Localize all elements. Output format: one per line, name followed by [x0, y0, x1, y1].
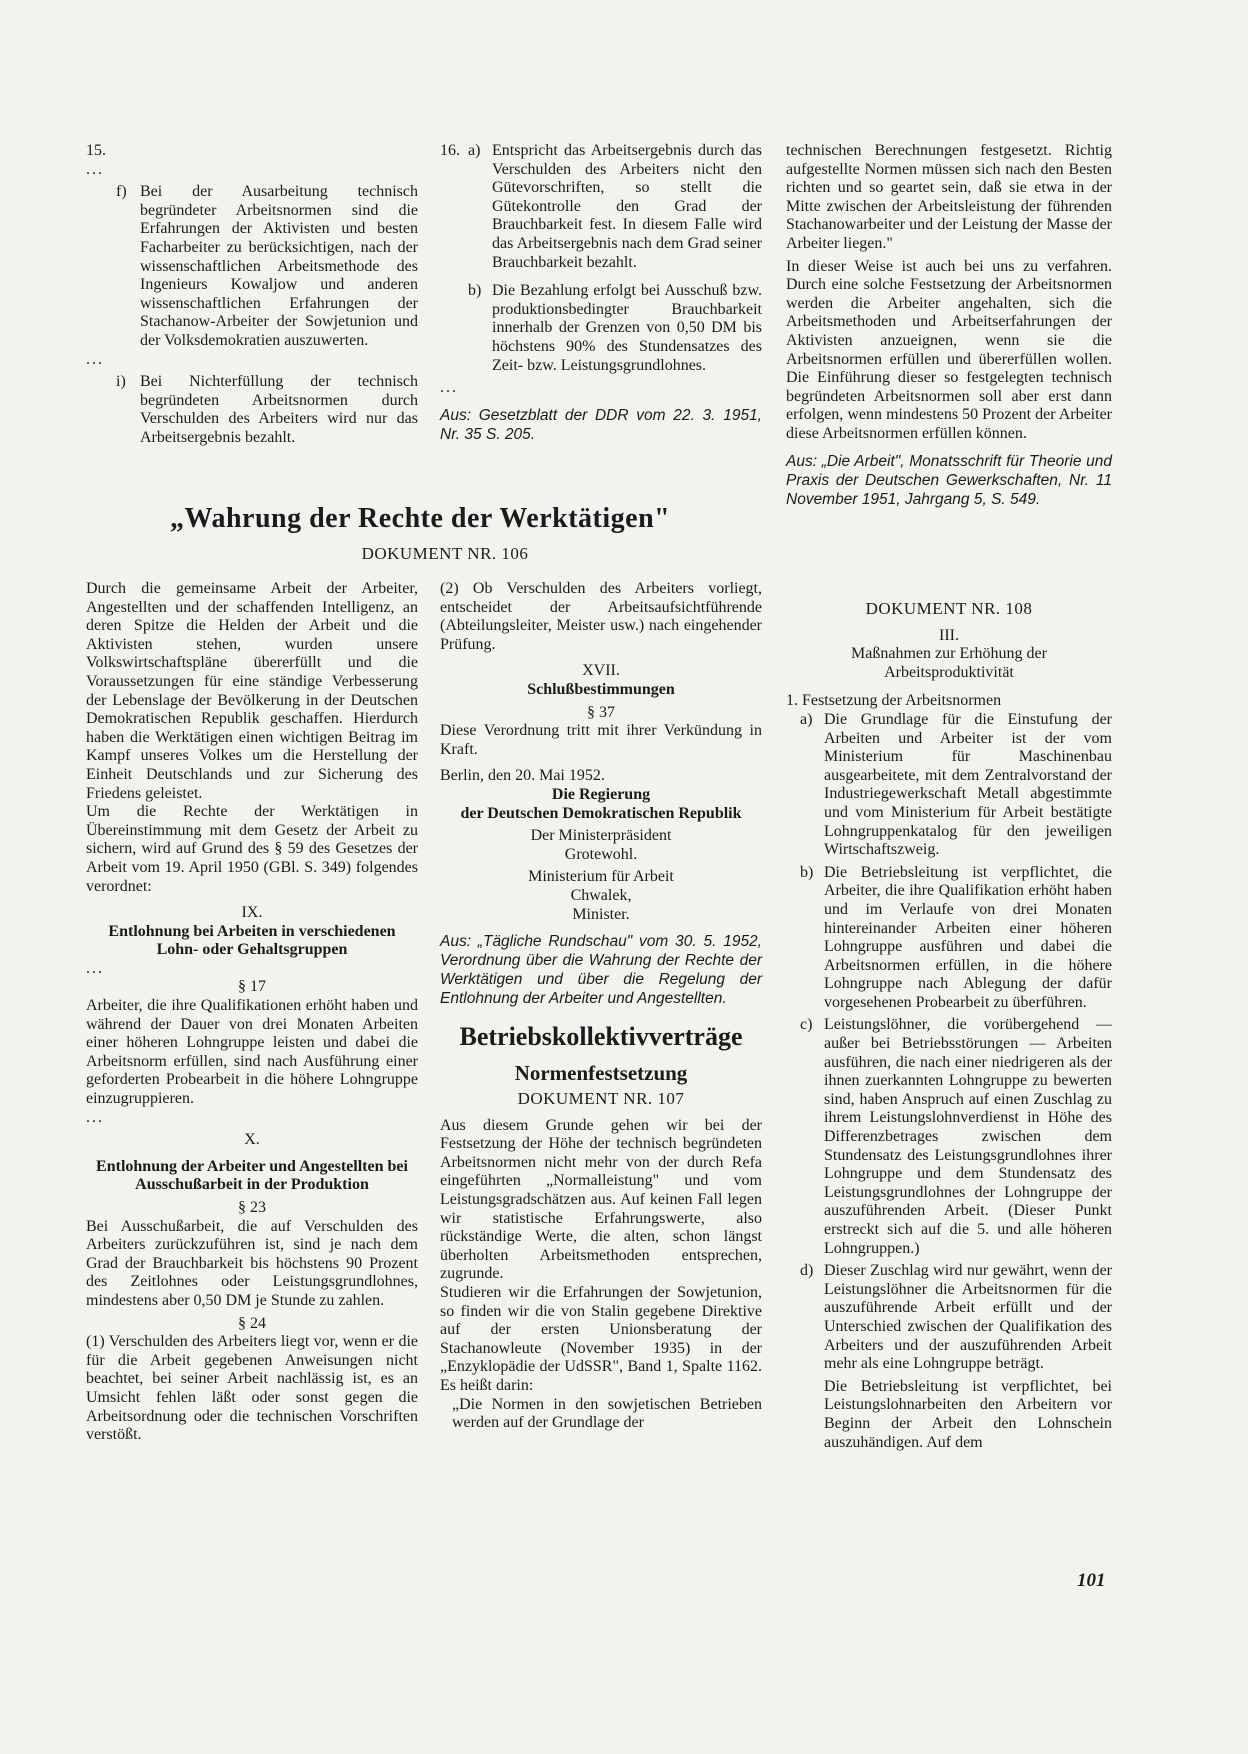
document-number: DOKUMENT NR. 108: [865, 599, 1033, 618]
heading-normenfestsetzung: Normenfestsetzung: [514, 1061, 688, 1086]
signature: Minister.: [572, 905, 630, 923]
item-text: Bei der Ausarbeitung technisch begründeter Arbeitsnormen sind die Erfahrungen der Aktivisten und besten Facharbeiter zu berücksichtigen, nach der wissenschaftlichen Arbeitsmethode des Ingenieurs Kowaljow und anderen wissenschaftlichen Erfahrungen der Stachanow-Arbeiter der Sowjetunion und der Volksdemokratien auszuwerten.: [140, 183, 418, 349]
item-16a: [440, 142, 762, 272]
date-line: Berlin, den 20. Mai 1952.: [440, 767, 605, 785]
item-text: Dieser Zuschlag wird nur gewährt, wenn der Leistungslöhner die Arbeitsnormen für die auszuführende Arbeit erfüllt und der Unterschied zwischen der Qualifikation des Arbeiters und der auszuführenden Arbeit mehr als eine Lohngruppe beträgt.: [824, 1262, 1112, 1373]
paragraph: Diese Verordnung tritt mit ihrer Verkündung in Kraft.: [440, 722, 762, 758]
paragraph-number: § 23: [238, 1199, 266, 1216]
document-number: DOKUMENT NR. 106: [361, 544, 529, 563]
source-citation: Aus: Gesetzblatt der DDR vom 22. 3. 1951, Nr. 35 S. 205.: [440, 406, 762, 443]
section-number: III.: [939, 626, 959, 644]
section-number: XVII.: [582, 662, 620, 680]
signature: Grotewohl.: [564, 845, 638, 863]
item-text: Die Grundlage für die Einstufung der Arbeiten und Arbeiter ist der vom Ministerium für Maschinenbau ausgearbeitete, mit dem Zentralvorstand der Industriegewerkschaft Metall abgestimmte und vom Ministerium für Arbeit bestätigte Lohngruppenkatalog für den jeweiligen Wirtschaftszweig.: [824, 710, 1112, 859]
item-label: f): [116, 183, 127, 201]
paragraph: Die Betriebsleitung ist verpflichtet, bei Leistungslohnarbeiten den Arbeitern vor Beginn der Arbeit den Lohnschein auszuhändigen. Auf dem: [824, 1377, 1112, 1451]
item-16b: [440, 282, 762, 375]
paragraph: „Die Normen in den sowjetischen Betrieben werden auf der Grundlage der: [452, 1395, 762, 1432]
heading-betriebskollektivvertraege: Betriebskollektivverträge: [459, 1022, 743, 1052]
item-text: Die Betriebsleitung ist verpflichtet, die Arbeiter, die ihre Qualifikation erhöht haben und im Verlaufe von drei Monaten hintereinander Arbeiten einer höheren Lohngruppe ausführen und dabei die Arbeitsnormen erfüllen, in die höhere Lohngruppe nach Ablegung der dafür vorgesehenen Probearbeit zu überführen.: [824, 863, 1112, 1011]
item-label: b): [468, 282, 482, 300]
lower-middle-column: [440, 580, 762, 1433]
item-label: c): [800, 1016, 813, 1034]
item-text: Entspricht das Arbeitsergebnis durch das Verschulden des Arbeiters nicht den Gütevorschriften, so stellt die Gütekontrolle den Grad der Brauchbarkeit fest. In diesem Falle wird das Arbeitsergebnis nach dem Grad seiner Brauchbarkeit bezahlt.: [492, 142, 762, 271]
paragraph: Arbeiter, die ihre Qualifikationen erhöht haben und während der Dauer von drei Monaten Arbeiten einer höheren Lohngruppe leisten und dabei die Arbeitsnorm erfüllen, sind nach Ausführung einer geforderten Probearbeit in die höhere Lohngruppe einzugruppieren.: [86, 997, 418, 1108]
ellipsis: ...: [440, 379, 458, 397]
paragraph-number: § 17: [238, 978, 266, 996]
paragraph: technischen Berechnungen festgesetzt. Richtig aufgestellte Normen müssen sich nach den Besten richten und so geartet sein, daß sie etwa in der Mitte zwischen der Arbeitsleistung der führenden Stachanowarbeiter und der Leistung der Masse der Arbeiter liegen.": [786, 142, 1112, 252]
item-label: d): [800, 1262, 814, 1280]
item-d: [786, 1262, 1112, 1374]
paragraph: (1) Verschulden des Arbeiters liegt vor, wenn er die für die Arbeit gegebenen Anweisungen nicht beachtet, bei seiner Arbeit nachlässig ist, es an Umsicht fehlen läßt oder sonst gegen die Arbeitsordnung oder die technischen Vorschriften verstößt.: [86, 1333, 418, 1444]
paragraph: Aus diesem Grunde gehen wir bei der Festsetzung der Höhe der technisch begründeten Arbeitsnormen nicht mehr von der durch Refa eingeführten „Normalleistung" und vom Leistungsgradschätzen aus. Auf keinen Fall legen wir statistische Erfahrungswerte, also rückständige Werte, die alten, schon längst überholten Arbeitsmethoden entsprechen, zugrunde.: [440, 1116, 762, 1283]
item-a: [786, 711, 1112, 860]
section-heading: Entlohnung bei Arbeiten in verschiedenen Lohn- oder Gehaltsgruppen: [108, 922, 396, 959]
item-text: Bei Nichterfüllung der technisch begründeten Arbeitsnormen durch Verschulden des Arbeiters wird nur das Arbeitsergebnis bezahlt.: [140, 373, 418, 446]
paragraph: Studieren wir die Erfahrungen der Sowjetunion, so finden wir die von Stalin gegebene Direktive auf der ersten Unionsberatung der Stachanowleute (November 1935) in der „Enzyklopädie der UdSSR", Band 1, Spalte 1162. Es heißt darin:: [440, 1284, 762, 1394]
list-heading: 1. Festsetzung der Arbeitsnormen: [786, 692, 1002, 710]
ellipsis: ...: [86, 959, 104, 977]
item-c: [786, 1016, 1112, 1258]
document-number: DOKUMENT NR. 107: [517, 1089, 685, 1109]
section-heading: Maßnahmen zur Erhöhung der Arbeitsproduktivität: [851, 645, 1047, 681]
item-i: [86, 373, 418, 447]
source-citation: Aus: „Die Arbeit", Monatsschrift für Theorie und Praxis der Deutschen Gewerkschaften, Nr. 11 November 1951, Jahrgang 5, S. 549.: [786, 452, 1112, 508]
item-text: Die Bezahlung erfolgt bei Ausschuß bzw. produktionsbedingter Brauchbarkeit innerhalb der Grenzen von 0,50 DM bis höchstens 90% des Stundensatzes des Zeit- bzw. Leistungsgrundlohnes.: [492, 282, 762, 374]
item-f: [86, 183, 418, 350]
paragraph: In dieser Weise ist auch bei uns zu verfahren. Durch eine solche Festsetzung der Arbeitsnormen werden die Arbeiter angehalten, sich die Arbeitsmethoden und Arbeitserfahrungen der Aktivisten anzueignen, wenn sie die Arbeitsnormen erfüllen und übererfüllen wollen. Die Einführung dieser so festgelegten technisch begründeten Arbeitsnormen soll aber erst dann erfolgen, wenn mindestens 50 Prozent der Arbeiter diese Arbeitsnormen erfüllen können.: [786, 257, 1112, 442]
item-label: a): [468, 142, 481, 159]
item-label: a): [800, 710, 813, 728]
signature-org: der Deutschen Demokratischen Republik: [460, 804, 742, 822]
lower-left-column: [86, 580, 418, 1445]
paragraph-number: § 24: [238, 1314, 266, 1332]
top-middle-column: [440, 142, 762, 444]
source-citation: Aus: „Tägliche Rundschau" vom 30. 5. 1952, Verordnung über die Wahrung der Rechte der Werktätigen und über die Regelung der Entlohnung der Arbeiter und Angestellten.: [440, 933, 762, 1008]
paragraph: Bei Ausschußarbeit, die auf Verschulden des Arbeiters zurückzuführen ist, sind je nach dem Grad der Brauchbarkeit bis höchstens 90 Prozent des Zeitlohnes oder Leistungsgrundlohnes, mindestens aber 0,50 DM je Stunde zu zahlen.: [86, 1217, 418, 1309]
item-text: Leistungslöhner, die vorübergehend — außer bei Betriebsstörungen — Arbeiten ausführen, die nach einer niedrigeren als der ihnen zuerkannten Lohngruppe zu bewerten sind, haben Anspruch auf einen Zuschlag zu ihrem Leistungslohnverdienst in Höhe des Differenzbetrages zwischen dem Stundensatz des Leistungsgrundlohnes ihrer Lohngruppe und dem Stundensatz des Leistungsgrundlohnes der Lohngruppe der auszuführenden Arbeit. (Dieser Punkt erstreckt sich auf die 5. und alle höheren Lohngruppen.): [824, 1016, 1112, 1257]
item-b: [786, 864, 1112, 1013]
paragraph-number: § 37: [587, 703, 615, 721]
section-heading: Schlußbestimmungen: [527, 680, 675, 698]
lower-right-column: [786, 600, 1112, 1452]
signature: Der Ministerpräsident: [530, 827, 672, 845]
section-15: 15.: [86, 142, 106, 159]
section-title: „Wahrung der Rechte der Werktätigen": [170, 503, 671, 534]
signature: Ministerium für Arbeit: [528, 868, 674, 886]
paragraph: (2) Ob Verschulden des Arbeiters vorliegt, entscheidet der Arbeitsaufsichtführende (Abteilungsleiter, Meister usw.) nach eingehender Prüfung.: [440, 580, 762, 653]
top-left-column: [86, 142, 418, 448]
signature: Chwalek,: [570, 886, 632, 904]
section-number: X.: [244, 1131, 260, 1149]
ellipsis: ...: [86, 1108, 104, 1126]
page-number: 101: [1077, 1570, 1106, 1591]
paragraph: Um die Rechte der Werktätigen in Übereinstimmung mit dem Gesetz der Arbeit zu sichern, wird auf Grund des § 59 des Gesetzes der Arbeit vom 19. April 1950 (GBl. S. 349) folgendes verordnet:: [86, 803, 418, 895]
ellipsis: ...: [86, 350, 104, 368]
top-right-column: [786, 142, 1112, 509]
signature-org: Die Regierung: [551, 785, 651, 803]
section-number: IX.: [241, 904, 263, 922]
paragraph: Durch die gemeinsame Arbeit der Arbeiter, Angestellten und der schaffenden Intelligenz, an deren Spitze die Helden der Arbeit und die Aktivisten stehen, wurden unsere Volkswirtschaftspläne übererfüllt und die Voraussetzungen für eine ständige Verbesserung der Lebenslage der Bevölkerung in der Deutschen Demokratischen Republik geschaffen. Hierdurch haben die Werktätigen einen wichtigen Beitrag im Kampf unseres Volkes um die Herstellung der Einheit Deutschlands und zur Sicherung des Friedens geleistet.: [86, 580, 418, 802]
ellipsis: ...: [86, 160, 104, 178]
item-label: b): [800, 863, 814, 881]
item-label: i): [116, 373, 126, 391]
section-16: 16.: [440, 142, 460, 159]
section-heading: Entlohnung der Arbeiter und Angestellten bei Ausschußarbeit in der Produktion: [96, 1157, 408, 1194]
